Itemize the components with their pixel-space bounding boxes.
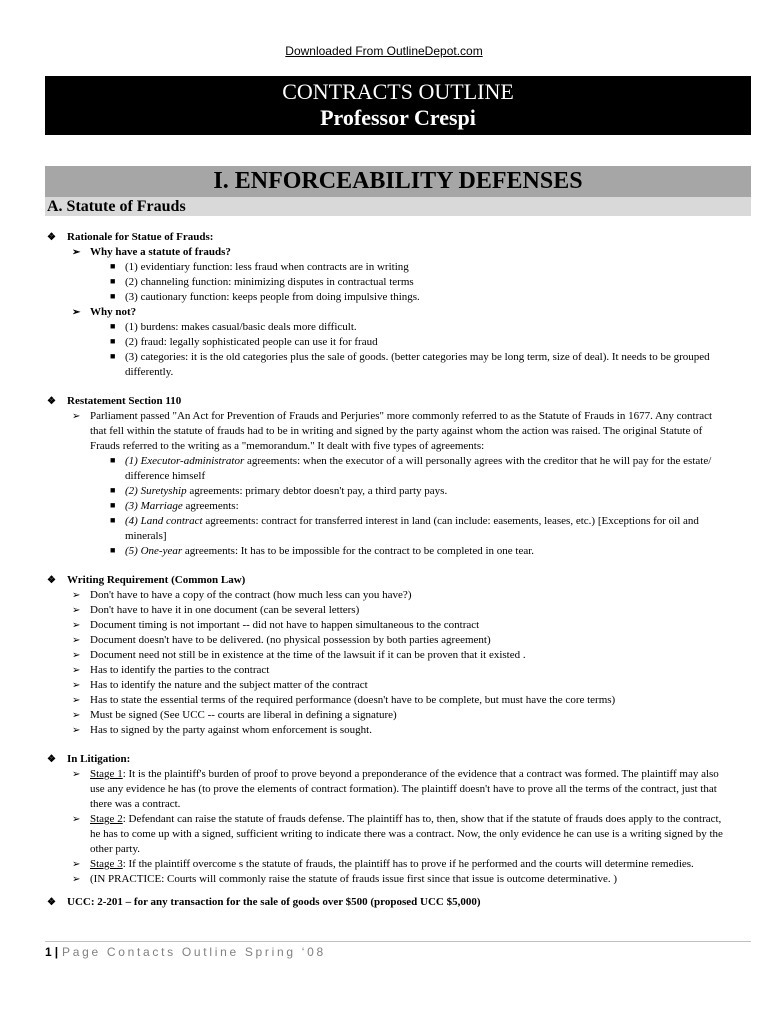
why-have-list <box>45 260 725 305</box>
arrow-bullet-icon: ➢ <box>72 859 81 870</box>
practice-note: ➢ (IN PRACTICE: Courts will commonly raise the statute of frauds issue first since that issue is outcome determinative. ) <box>72 873 617 885</box>
agreement-type-item <box>45 484 725 499</box>
agreement-type-label: (3) Marriage <box>125 500 183 512</box>
restatement-block <box>45 394 725 559</box>
agreement-type-label: (1) Executor-administrator <box>125 455 245 467</box>
title-block <box>45 76 751 135</box>
writing-heading: ❖ Writing Requirement (Common Law) <box>47 574 246 586</box>
list-item: ➢ Has to signed by the party against whom enforcement is sought. <box>72 724 372 736</box>
stage-text: : If the plaintiff overcome s the statute of frauds, the plaintiff has to prove if he performed and the courts will determine remedies. <box>122 858 694 870</box>
square-bullet-icon: ■ <box>110 321 116 331</box>
agreement-type-text: agreements: primary debtor doesn't pay, a third party pays. <box>186 485 448 497</box>
arrow-bullet-icon: ➢ <box>72 650 81 661</box>
square-bullet-icon: ■ <box>110 545 116 555</box>
stage-text: : Defendant can raise the statute of frauds defense. The plaintiff has to, then, show that if the statute of frauds does apply to the contract, he has to come up with a signed, sufficient writing to indicate there was a contract. Now, the only evidence he can use is a writing signed by the other party. <box>90 813 723 855</box>
page-footer <box>45 944 751 960</box>
square-bullet-icon: ■ <box>110 276 116 286</box>
list-item: ■ (2) channeling function: minimizing disputes in contractual terms <box>110 276 414 288</box>
why-not-heading: ➢ Why not? <box>72 306 137 318</box>
page-number: 1 <box>45 945 52 959</box>
rationale-heading: ❖ Rationale for Statue of Frauds: <box>47 231 214 243</box>
list-item: ➢ Has to identify the nature and the subject matter of the contract <box>72 679 368 691</box>
arrow-bullet-icon: ➢ <box>72 725 81 736</box>
agreement-type-item <box>45 514 725 544</box>
list-item: ■ (2) fraud: legally sophisticated people can use it for fraud <box>110 336 378 348</box>
arrow-bullet-icon: ➢ <box>72 247 81 258</box>
writing-block <box>45 573 725 738</box>
diamond-bullet-icon: ❖ <box>47 575 56 586</box>
document-title: CONTRACTS OUTLINE <box>282 79 514 104</box>
list-item: ➢ Has to state the essential terms of the required performance (doesn't have to be complete, but must have the core terms) <box>72 694 616 706</box>
list-item: ■ (1) burdens: makes casual/basic deals more difficult. <box>110 321 357 333</box>
list-item: ■ (3) cautionary function: keeps people from doing impulsive things. <box>110 291 420 303</box>
list-item: ➢ Don't have to have a copy of the contract (how much less can you have?) <box>72 589 412 601</box>
diamond-bullet-icon: ❖ <box>47 897 56 908</box>
diamond-bullet-icon: ❖ <box>47 754 56 765</box>
agreement-types-list <box>45 454 725 559</box>
square-bullet-icon: ■ <box>110 515 116 525</box>
arrow-bullet-icon: ➢ <box>72 411 81 422</box>
stages-list <box>45 767 725 872</box>
restatement-heading: ❖ Restatement Section 110 <box>47 395 182 407</box>
diamond-bullet-icon: ❖ <box>47 396 56 407</box>
agreement-type-item <box>45 499 725 514</box>
agreement-type-text: agreements: <box>182 500 239 512</box>
stage-item <box>45 812 725 857</box>
stage-text: : It is the plaintiff's burden of proof to prove beyond a preponderance of the evidence that a contract was formed. The plaintiff may also use any evidence he has (to prove the elements of contract formation). The plaintiff doesn't have to prove all the terms of the contract, just that there was a contract. <box>90 768 719 810</box>
section-heading: I. ENFORCEABILITY DEFENSES <box>45 166 751 197</box>
square-bullet-icon: ■ <box>110 455 116 465</box>
arrow-bullet-icon: ➢ <box>72 814 81 825</box>
list-item: ➢ Document need not still be in existence at the time of the lawsuit if it can be proven that it existed . <box>72 649 526 661</box>
restatement-paragraph: ➢ Parliament passed "An Act for Prevention of Frauds and Perjuries" more commonly referred to as the Statute of Frauds in 1677. Any contract that fell within the statute of frauds had to be in writing and signed by the party against whom the action was raised. The original Statute of Frauds referred to the writing as a "memorandum." It dealt with five types of agreements: <box>72 410 713 452</box>
list-item: ➢ Document doesn't have to be delivered. (no physical possession by both parties agreement) <box>72 634 491 646</box>
stage-item <box>45 767 725 812</box>
stage-label: Stage 3 <box>90 858 123 870</box>
source-link[interactable]: Downloaded From OutlineDepot.com <box>285 44 483 58</box>
litigation-block <box>45 752 725 887</box>
square-bullet-icon: ■ <box>110 291 116 301</box>
square-bullet-icon: ■ <box>110 485 116 495</box>
footer-separator: | <box>54 945 59 959</box>
diamond-bullet-icon: ❖ <box>47 232 56 243</box>
litigation-heading: ❖ In Litigation: <box>47 753 131 765</box>
rationale-block <box>45 230 725 380</box>
square-bullet-icon: ■ <box>110 261 116 271</box>
agreement-type-text: agreements: contract for transferred interest in land (can include: easements, leases, etc.) [Exceptions for oil and minerals] <box>125 515 699 542</box>
why-have-heading: ➢ Why have a statute of frauds? <box>72 246 231 258</box>
agreement-type-text: agreements: It has to be impossible for the contract to be completed in one tear. <box>182 545 535 557</box>
agreement-type-item <box>45 544 725 559</box>
stage-label: Stage 1 <box>90 768 123 780</box>
square-bullet-icon: ■ <box>110 351 116 361</box>
why-not-list <box>45 320 725 380</box>
agreement-type-label: (5) One-year <box>125 545 183 557</box>
arrow-bullet-icon: ➢ <box>72 710 81 721</box>
arrow-bullet-icon: ➢ <box>72 665 81 676</box>
arrow-bullet-icon: ➢ <box>72 635 81 646</box>
arrow-bullet-icon: ➢ <box>72 680 81 691</box>
professor-name: Professor Crespi <box>320 105 476 130</box>
arrow-bullet-icon: ➢ <box>72 620 81 631</box>
list-item: ➢ Must be signed (See UCC -- courts are liberal in defining a signature) <box>72 709 397 721</box>
stage-item <box>45 857 725 872</box>
agreement-type-label: (2) Suretyship <box>125 485 187 497</box>
square-bullet-icon: ■ <box>110 500 116 510</box>
list-item: ➢ Document timing is not important -- did not have to happen simultaneous to the contract <box>72 619 480 631</box>
agreement-type-item <box>45 454 725 484</box>
list-item: ■ (1) evidentiary function: less fraud when contracts are in writing <box>110 261 409 273</box>
agreement-type-label: (4) Land contract <box>125 515 203 527</box>
arrow-bullet-icon: ➢ <box>72 874 81 885</box>
list-item: ➢ Has to identify the parties to the contract <box>72 664 270 676</box>
arrow-bullet-icon: ➢ <box>72 307 81 318</box>
arrow-bullet-icon: ➢ <box>72 590 81 601</box>
arrow-bullet-icon: ➢ <box>72 769 81 780</box>
list-item: ➢ Don't have to have it in one document (can be several letters) <box>72 604 360 616</box>
footer-rule <box>45 941 751 942</box>
agreement-type-text: agreements: when the executor of a will personally agrees with the creditor that he will pay for the estate/ difference himself <box>125 455 712 482</box>
outline-content <box>45 230 725 910</box>
footer-text: Page Contacts Outline Spring ‘08 <box>62 945 326 959</box>
arrow-bullet-icon: ➢ <box>72 605 81 616</box>
arrow-bullet-icon: ➢ <box>72 695 81 706</box>
square-bullet-icon: ■ <box>110 336 116 346</box>
ucc-heading: ❖ UCC: 2-201 – for any transaction for the sale of goods over $500 (proposed UCC $5,000) <box>47 896 481 908</box>
stage-label: Stage 2 <box>90 813 123 825</box>
subsection-heading: A. Statute of Frauds <box>45 197 751 216</box>
writing-list <box>45 588 725 738</box>
list-item: ■ (3) categories: it is the old categories plus the sale of goods. (better categories may be long term, size of deal). It needs to be grouped differently. <box>110 351 710 378</box>
